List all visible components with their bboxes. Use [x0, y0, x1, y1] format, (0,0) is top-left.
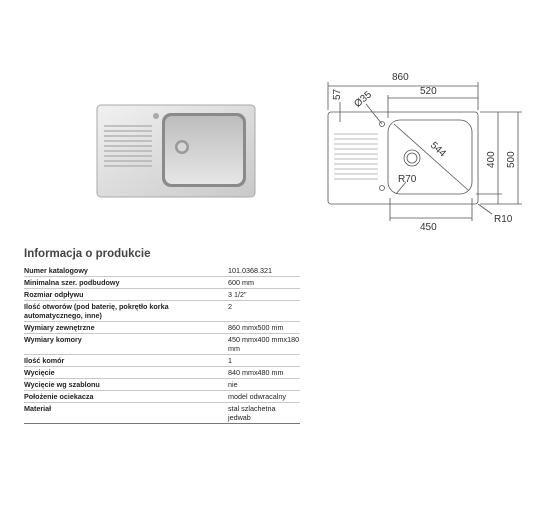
table-row: [24, 301, 300, 322]
row-label: Ilość komór: [24, 355, 228, 367]
table-row: [24, 367, 300, 379]
row-value: 3 1/2": [228, 289, 300, 301]
table-row: [24, 289, 300, 301]
row-value: 101.0368.321: [228, 265, 300, 277]
row-label: Położenie ociekacza: [24, 391, 228, 403]
row-label: Wymiary zewnętrzne: [24, 322, 228, 334]
row-value: model odwracalny: [228, 391, 300, 403]
spec-table: [24, 265, 300, 424]
table-row: [24, 379, 300, 391]
table-row: [24, 403, 300, 424]
row-value: 2: [228, 301, 300, 322]
row-value: stal szlachetna jedwab: [228, 403, 300, 424]
table-row: [24, 322, 300, 334]
row-label: Wycięcie: [24, 367, 228, 379]
dim-corner-bowl: R70: [398, 174, 417, 185]
row-value: 1: [228, 355, 300, 367]
dim-corner-outer: R10: [494, 214, 513, 225]
row-value: 860 mmx500 mm: [228, 322, 300, 334]
section-title: Informacja o produkcie: [24, 248, 151, 260]
dim-diagonal: 544: [427, 140, 448, 160]
table-row: [24, 265, 300, 277]
table-row: [24, 334, 300, 355]
sink-photo: [96, 104, 256, 198]
table-row: [24, 391, 300, 403]
dim-drainer: 57: [332, 88, 343, 100]
technical-drawing: [318, 62, 548, 234]
row-value: nie: [228, 379, 300, 391]
row-label: Materiał: [24, 403, 228, 424]
row-value: 840 mmx480 mm: [228, 367, 300, 379]
row-label: Rozmiar odpływu: [24, 289, 228, 301]
table-row: [24, 277, 300, 289]
row-value: 600 mm: [228, 277, 300, 289]
dim-tap-hole: Ø35: [352, 89, 374, 110]
row-label: Wycięcie wg szablonu: [24, 379, 228, 391]
row-label: Ilość otworów (pod baterię, pokrętło korka automatycznego, inne): [24, 301, 228, 322]
row-label: Wymiary komory: [24, 334, 228, 355]
dim-bowl-depth: 400: [486, 151, 497, 168]
dim-overall-depth: 500: [506, 151, 517, 168]
row-label: Minimalna szer. podbudowy: [24, 277, 228, 289]
dim-overall-width: 860: [392, 72, 409, 83]
dim-bottom-width: 450: [420, 222, 437, 233]
table-row: [24, 355, 300, 367]
dim-bowl-width: 520: [420, 86, 437, 97]
row-value: 450 mmx400 mmx180 mm: [228, 335, 300, 353]
row-label: Numer katalogowy: [24, 265, 228, 277]
